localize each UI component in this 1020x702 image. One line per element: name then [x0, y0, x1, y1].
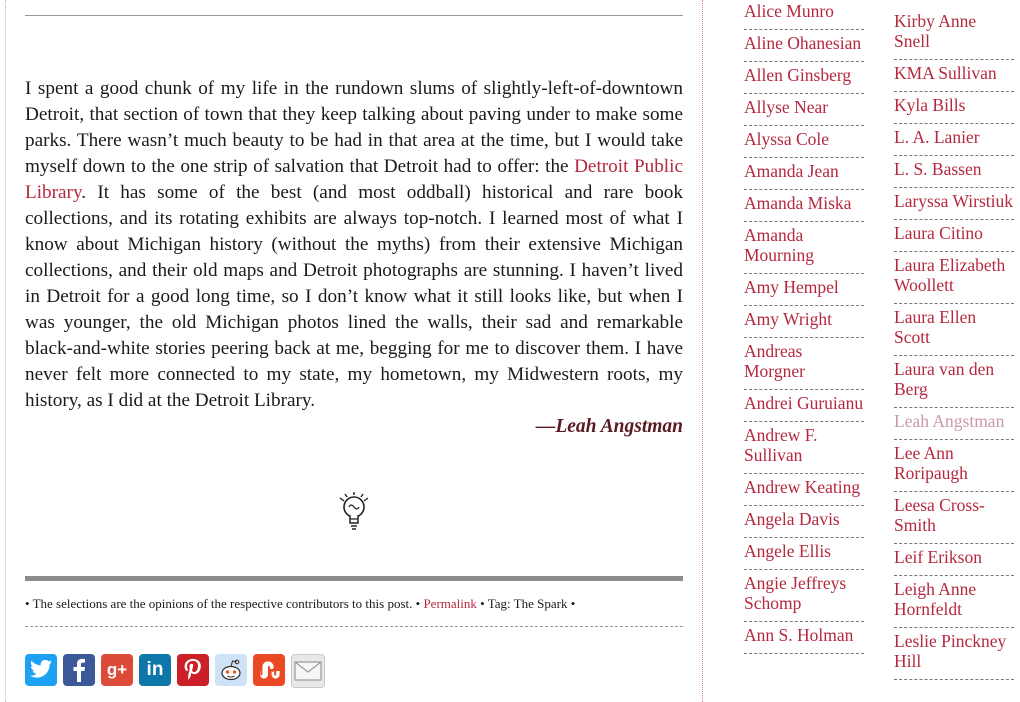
author-link[interactable]: Laura Ellen Scott	[894, 304, 1014, 356]
author-link[interactable]: Angela Davis	[744, 506, 864, 538]
twitter-icon	[29, 660, 53, 680]
author-link[interactable]: KMA Sullivan	[894, 60, 1014, 92]
googleplus-icon: g+	[106, 660, 128, 679]
meta-divider	[25, 626, 683, 627]
twitter-share-button[interactable]	[25, 654, 57, 686]
author-link[interactable]: Angele Ellis	[744, 538, 864, 570]
stumbleupon-share-button[interactable]	[253, 654, 285, 686]
linkedin-icon: in	[146, 659, 164, 680]
author-link[interactable]: Laura van den Berg	[894, 356, 1014, 408]
author-link[interactable]: Laura Elizabeth Woollett	[894, 252, 1014, 304]
author-link[interactable]: Angie Jeffreys Schomp	[744, 570, 864, 622]
post-meta	[25, 595, 575, 613]
reddit-icon	[218, 658, 244, 682]
bullet: •	[480, 596, 485, 611]
bullet: •	[25, 596, 30, 611]
author-link[interactable]: Amy Hempel	[744, 274, 864, 306]
permalink-link[interactable]: Permalink	[423, 596, 477, 611]
author-link[interactable]: Ann S. Holman	[744, 622, 864, 654]
linkedin-share-button[interactable]	[139, 654, 171, 686]
author-link[interactable]: Alice Munro	[744, 0, 864, 30]
author-link[interactable]: Leslie Pinckney Hill	[894, 628, 1014, 680]
share-bar	[25, 654, 325, 688]
author-link[interactable]: Amanda Miska	[744, 190, 864, 222]
author-link[interactable]: Leesa Cross-Smith	[894, 492, 1014, 544]
page-left-border	[5, 0, 6, 702]
author-link[interactable]: Aline Ohanesian	[744, 30, 864, 62]
author-link[interactable]: Leigh Anne Hornfeldt	[894, 576, 1014, 628]
author-link[interactable]: L. S. Bassen	[894, 156, 1014, 188]
author-link[interactable]: L. A. Lanier	[894, 124, 1014, 156]
sidebar-divider	[702, 0, 703, 702]
pinterest-icon	[183, 658, 203, 682]
author-link[interactable]: Lee Ann Roripaugh	[894, 440, 1014, 492]
author-list-col1	[744, 0, 864, 654]
author-link[interactable]: Andrei Guruianu	[744, 390, 864, 422]
bullet: •	[415, 596, 421, 611]
facebook-share-button[interactable]	[63, 654, 95, 686]
stumbleupon-icon	[257, 660, 281, 680]
author-list-col2	[894, 8, 1014, 680]
author-link[interactable]: Alyssa Cole	[744, 126, 864, 158]
author-link[interactable]: Amanda Mourning	[744, 222, 864, 274]
tag-label: Tag: The Spark	[487, 596, 568, 611]
author-link[interactable]: Andreas Morgner	[744, 338, 864, 390]
email-share-button[interactable]	[291, 654, 325, 688]
author-link[interactable]: Allen Ginsberg	[744, 62, 864, 94]
post-text-after: . It has some of the best (and most oddball) historical and rare book collections, and its rotating exhibits are always top-notch. I learned most of what I know about Michigan history (without the myths) from their extensive Michigan collections, and their old maps and Detroit photographs are stunning. I haven’t lived in Detroit for a good long time, so I don’t know what it still looks like, but when I was younger, the old Michigan photos lined the walls, their sad and remarkable black-and-white stories peering back at me, begging for me to discover them. I have never felt more connected to my state, my hometown, my Midwestern roots, my history, as I did at the Detroit Library.	[25, 182, 683, 411]
author-signature: —Leah Angstman	[535, 416, 683, 437]
author-link[interactable]: Amy Wright	[744, 306, 864, 338]
author-link[interactable]: Andrew F. Sullivan	[744, 422, 864, 474]
author-link[interactable]: Kyla Bills	[894, 92, 1014, 124]
detroit-library-link[interactable]: Detroit Public Library	[25, 156, 683, 203]
author-link[interactable]: Kirby Anne Snell	[894, 8, 1014, 60]
lightbulb-icon	[337, 492, 371, 534]
post-footer-rule	[25, 576, 683, 581]
post-text-before: I spent a good chunk of my life in the rundown slums of slightly-left-of-downtown Detroit, that section of town that they keep talking about paving under to make some parks. There wasn’t much beauty to be had in that area at the time, but I would take myself down to the one strip of salvation that Detroit had to offer: the	[25, 78, 683, 177]
googleplus-share-button[interactable]	[101, 654, 133, 686]
pinterest-share-button[interactable]	[177, 654, 209, 686]
bullet: •	[570, 596, 576, 611]
author-link[interactable]: Laryssa Wirstiuk	[894, 188, 1014, 220]
author-link[interactable]: Laura Citino	[894, 220, 1014, 252]
author-link-current[interactable]: Leah Angstman	[894, 408, 1014, 440]
author-link[interactable]: Andrew Keating	[744, 474, 864, 506]
author-link[interactable]: Allyse Near	[744, 94, 864, 126]
post-body	[25, 76, 683, 414]
facebook-icon	[71, 658, 87, 682]
author-link[interactable]: Amanda Jean	[744, 158, 864, 190]
email-icon	[294, 661, 322, 681]
reddit-share-button[interactable]	[215, 654, 247, 686]
disclaimer-text: The selections are the opinions of the respective contributors to this post.	[32, 596, 413, 611]
top-rule	[25, 15, 683, 16]
author-link[interactable]: Leif Erikson	[894, 544, 1014, 576]
